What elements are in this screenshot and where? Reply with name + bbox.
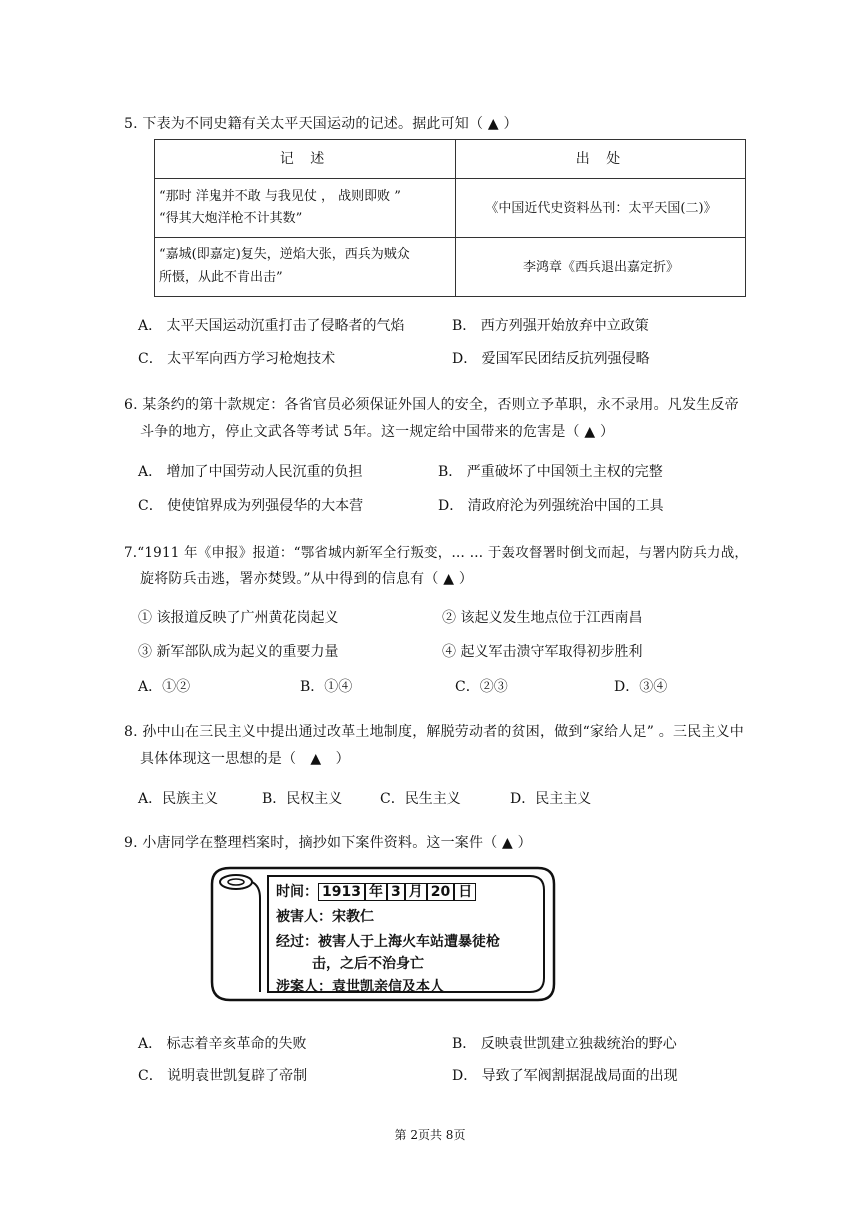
q6-stem-line1: 6. 某条约的第十款规定：各省官员必须保证外国人的安全，否则立予革职，永不录用。凡发生反帝 <box>124 397 739 413</box>
q7-item-1: ① 该报道反映了广州黄花岗起义 <box>138 610 339 626</box>
q5-table <box>154 139 746 297</box>
q8-stem-line1: 8. 孙中山在三民主义中提出通过改革土地制度，解脱劳动者的贫困，做到“家给人足” 。三民主义中 <box>124 724 744 740</box>
q7-stem-line1: 7.“1911 年《申报》报道：“鄂省城内新军全行叛变，… … 于轰攻督署时倒戈而起，与署内防兵力战， <box>124 545 749 561</box>
q7-option-c[interactable]: C．②③ <box>455 679 508 695</box>
q5-option-d[interactable]: D． 爱国军民团结反抗列强侵略 <box>452 351 650 367</box>
q8-option-b[interactable]: B．民权主义 <box>262 791 343 807</box>
q6-option-c[interactable]: C． 使使馆界成为列强侵华的大本营 <box>138 498 364 514</box>
table-row2-source: 李鸿章《西兵退出嘉定折》 <box>522 260 679 275</box>
case-process-line1: 被害人于上海火车站遭暴徒枪 <box>318 934 500 950</box>
q6-stem-line2: 斗争的地方，停止文武各等考试 5年。这一规定给中国带来的危害是（ ▲ ） <box>140 424 615 440</box>
case-time-label: 时间： <box>276 884 318 900</box>
table-header-record: 记 述 <box>279 151 331 167</box>
case-suspect-label: 涉案人： <box>276 979 332 995</box>
q9-option-d[interactable]: D． 导致了军阀割据混战局面的出现 <box>452 1068 678 1084</box>
q8-stem-line2: 具体体现这一思想的是（ ▲ ） <box>140 751 350 767</box>
q7-item-2: ② 该起义发生地点位于江西南昌 <box>442 610 643 626</box>
q9-option-b[interactable]: B． 反映袁世凯建立独裁统治的野心 <box>452 1036 677 1052</box>
q5-option-a[interactable]: A． 太平天国运动沉重打击了侵略者的气焰 <box>138 318 405 334</box>
q7-option-b[interactable]: B．①④ <box>300 679 353 695</box>
case-year: 1913 <box>318 883 365 901</box>
table-row2-record-line1: “嘉城(即嘉定)复失，逆焰大张，西兵为贼众 <box>159 247 410 262</box>
q8-option-a[interactable]: A．民族主义 <box>138 791 219 807</box>
case-day: 20 <box>427 883 454 901</box>
q7-option-d[interactable]: D．③④ <box>614 679 668 695</box>
table-divider-row <box>155 237 745 238</box>
page-number: 第 2页共 8页 <box>394 1128 466 1142</box>
case-victim <box>276 906 374 926</box>
table-header-source: 出 处 <box>575 151 627 167</box>
table-row1-record-line2: “得其大炮洋枪不计其数” <box>159 211 303 226</box>
q8-option-d[interactable]: D．民主主义 <box>510 791 592 807</box>
q7-item-4: ④ 起义军击溃守军取得初步胜利 <box>442 644 643 660</box>
table-row2-record-line2: 所慑，从此不肯出击” <box>159 270 283 285</box>
q7-option-a[interactable]: A．①② <box>138 679 191 695</box>
case-victim-label: 被害人： <box>276 909 332 925</box>
case-process-label: 经过： <box>276 934 318 950</box>
case-process <box>276 931 500 951</box>
q9-option-a[interactable]: A． 标志着辛亥革命的失败 <box>138 1036 307 1052</box>
case-month: 3 <box>387 883 405 901</box>
q6-option-b[interactable]: B． 严重破坏了中国领土主权的完整 <box>438 464 663 480</box>
case-suspect-name: 袁世凯亲信及本人 <box>332 979 444 995</box>
q6-option-d[interactable]: D． 清政府沦为列强统治中国的工具 <box>438 498 664 514</box>
q9-option-c[interactable]: C． 说明袁世凯复辟了帝制 <box>138 1068 308 1084</box>
q7-item-3: ③ 新军部队成为起义的重要力量 <box>138 644 339 660</box>
table-row1-record-line1: “那时 洋鬼并不敢 与我见仗 ， 战则即败 ” <box>159 189 401 204</box>
case-process-line2: 击，之后不治身亡 <box>312 956 424 972</box>
q5-option-b[interactable]: B． 西方列强开始放弃中立政策 <box>452 318 649 334</box>
case-month-unit: 月 <box>405 883 427 901</box>
table-divider-header <box>155 178 745 179</box>
case-suspect <box>276 976 444 996</box>
q8-option-c[interactable]: C．民生主义 <box>380 791 461 807</box>
case-day-unit: 日 <box>454 883 476 901</box>
case-victim-name: 宋教仁 <box>332 909 374 925</box>
table-row1-source: 《中国近代史资料丛刊：太平天国(二)》 <box>485 201 717 216</box>
case-time <box>276 881 476 901</box>
q9-stem: 9. 小唐同学在整理档案时，摘抄如下案件资料。这一案件（ ▲ ） <box>124 835 532 851</box>
case-scroll <box>208 864 558 1004</box>
case-year-unit: 年 <box>365 883 387 901</box>
q7-stem-line2: 旋将防兵击逃，署亦焚毁。”从中得到的信息有（ ▲ ） <box>140 571 474 587</box>
q5-option-c[interactable]: C． 太平军向西方学习枪炮技术 <box>138 351 336 367</box>
q5-stem: 5. 下表为不同史籍有关太平天国运动的记述。据此可知（ ▲ ） <box>124 116 518 132</box>
q6-option-a[interactable]: A． 增加了中国劳动人民沉重的负担 <box>138 464 363 480</box>
